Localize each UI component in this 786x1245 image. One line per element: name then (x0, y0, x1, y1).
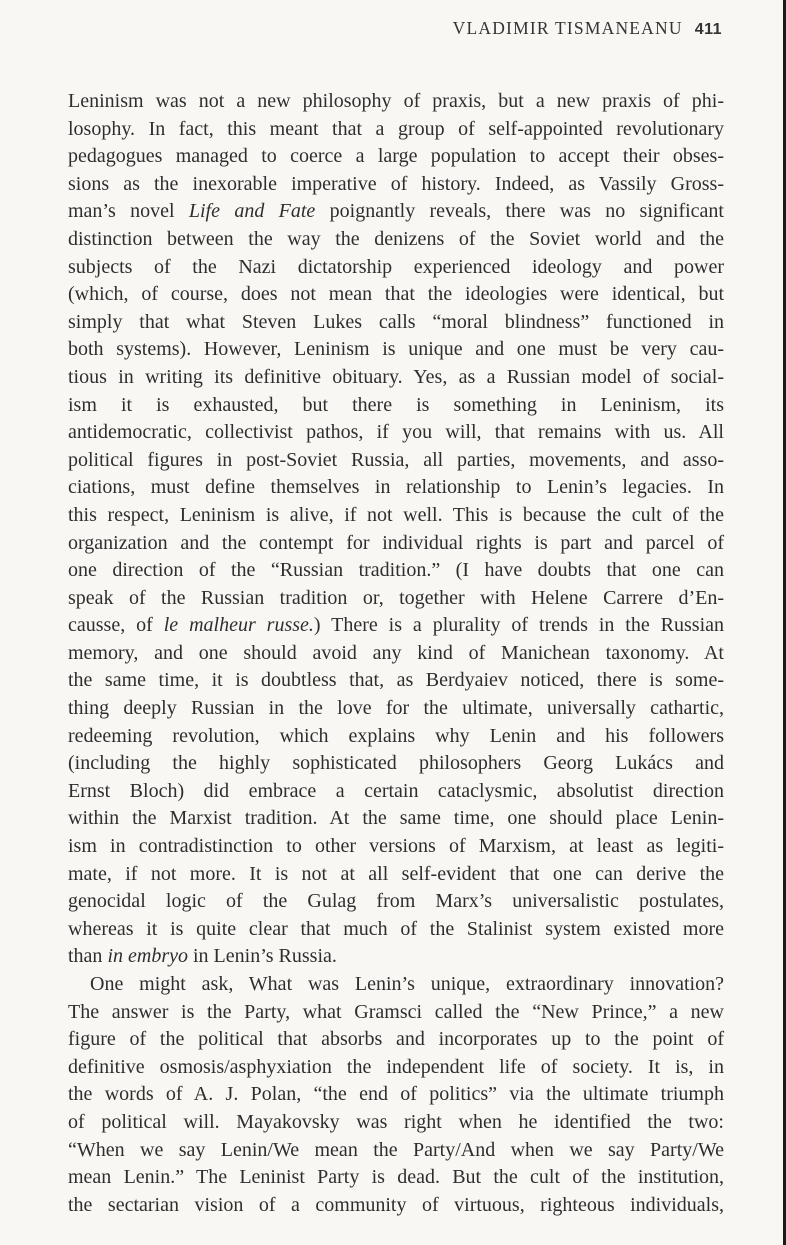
text-segment: ) There is a plurality of trends in the Russian (313, 614, 724, 637)
text-line (68, 254, 724, 282)
text-segment: one direction of the “Russian tradition.” (I have doubts that one can (68, 559, 724, 582)
text-segment: pedagogues managed to coerce a large population to accept their obses- (68, 145, 724, 168)
italic-text: le malheur russe. (163, 614, 314, 637)
text-line (68, 198, 724, 226)
text-line (68, 143, 724, 171)
text-segment: both systems). However, Leninism is unique and one must be very cau- (68, 338, 724, 361)
text-segment: Ernst Bloch) did embrace a certain cataclysmic, absolutist direction (68, 779, 724, 802)
text-segment: the sectarian vision of a community of virtuous, righteous individuals, (68, 1193, 724, 1216)
text-line (68, 447, 724, 475)
text-segment: One might ask, What was Lenin’s unique, extraordinary innovation? (90, 973, 724, 995)
text-line (68, 502, 724, 530)
text-line (68, 1109, 724, 1137)
text-segment: ciations, must define themselves in relationship to Lenin’s legacies. In (68, 476, 724, 499)
text-line (68, 419, 724, 447)
text-segment: ism in contradistinction to other versions of Marxism, at least as legiti- (68, 835, 724, 858)
text-segment: thing deeply Russian in the love for the ultimate, universally cathartic, (68, 697, 724, 720)
text-segment: memory, and one should avoid any kind of Manichean taxonomy. At (68, 641, 724, 664)
text-line (68, 364, 724, 392)
text-line (68, 1164, 724, 1192)
text-segment: tious in writing its definitive obituary. Yes, as a Russian model of social- (68, 365, 724, 388)
text-line (68, 1137, 724, 1165)
text-line (68, 943, 724, 971)
text-line (68, 778, 724, 806)
text-segment: man’s novel (68, 200, 189, 223)
text-segment: this respect, Leninism is alive, if not well. This is because the cult of the (68, 503, 724, 526)
text-segment: genocidal logic of the Gulag from Marx’s universalistic postulates, (68, 890, 724, 913)
text-segment: (including the highly sophisticated philosophers Georg Lukács and (68, 752, 724, 775)
text-segment: speak of the Russian tradition or, together with Helene Carrere d’En- (68, 586, 724, 609)
text-line (68, 640, 724, 668)
text-segment: sions as the inexorable imperative of history. Indeed, as Vassily Gross- (68, 172, 724, 195)
text-segment: losophy. In fact, this meant that a group of self-appointed revolutionary (68, 117, 724, 140)
text-line (68, 392, 724, 420)
text-segment: whereas it is quite clear that much of the Stalinist system existed more (68, 917, 724, 940)
text-line (68, 612, 724, 640)
italic-text: in embryo (107, 945, 188, 968)
text-segment: The answer is the Party, what Gramsci called the “New Prince,” a new (68, 1000, 724, 1023)
text-line (68, 309, 724, 337)
text-line (68, 999, 724, 1027)
text-segment: the same time, it is doubtless that, as Berdyaiev noticed, there is some- (68, 669, 724, 692)
text-segment: “When we say Lenin/We mean the Party/And when we say Party/We (68, 1138, 724, 1161)
text-line (68, 557, 724, 585)
text-line (68, 861, 724, 889)
text-segment: mate, if not more. It is not at all self-evident that one can derive the (68, 862, 724, 885)
text-segment: antidemocratic, collectivist pathos, if you will, that remains with us. All (68, 421, 724, 444)
text-line (68, 888, 724, 916)
text-segment: definitive osmosis/asphyxiation the independent life of society. It is, in (68, 1055, 724, 1078)
text-line (68, 695, 724, 723)
text-line (68, 805, 724, 833)
text-line (68, 667, 724, 695)
text-line (68, 585, 724, 613)
text-line (68, 750, 724, 778)
text-line (68, 1026, 724, 1054)
text-segment: political figures in post-Soviet Russia, all parties, movements, and asso- (68, 448, 724, 471)
text-segment: the words of A. J. Polan, “the end of politics” via the ultimate triumph (68, 1083, 724, 1106)
text-line (68, 226, 724, 254)
text-segment: mean Lenin.” The Leninist Party is dead. But the cult of the institution, (68, 1166, 724, 1189)
text-line (68, 171, 724, 199)
text-line (68, 723, 724, 751)
text-line (68, 88, 724, 116)
text-segment: ism it is exhausted, but there is something in Leninism, its (68, 393, 724, 416)
running-header (453, 18, 722, 39)
text-line (68, 474, 724, 502)
text-segment: subjects of the Nazi dictatorship experienced ideology and power (68, 255, 724, 278)
page-number: 411 (694, 21, 722, 38)
text-line (68, 530, 724, 558)
italic-text: Life and Fate (188, 200, 316, 223)
text-line (68, 916, 724, 944)
text-segment: poignantly reveals, there was no significant (315, 200, 724, 223)
text-segment: (which, of course, does not mean that the ideologies were identical, but (68, 283, 724, 306)
body-text (68, 88, 724, 1219)
text-line (68, 1054, 724, 1082)
text-segment: within the Marxist tradition. At the same time, one should place Lenin- (68, 807, 724, 830)
text-segment: figure of the political that absorbs and incorporates up to the point of (68, 1028, 724, 1051)
text-segment: simply that what Steven Lukes calls “moral blindness” functioned in (68, 310, 724, 333)
text-segment: organization and the contempt for individual rights is part and parcel of (68, 531, 724, 554)
text-segment: redeeming revolution, which explains why Lenin and his followers (68, 724, 724, 747)
text-line (68, 281, 724, 309)
text-segment: than (68, 945, 108, 968)
text-line (68, 971, 724, 999)
text-line (68, 336, 724, 364)
text-segment: of political will. Mayakovsky was right when he identified the two: (68, 1110, 724, 1133)
text-segment: distinction between the way the denizens of the Soviet world and the (68, 227, 724, 250)
text-line (68, 1081, 724, 1109)
text-segment: Leninism was not a new philosophy of praxis, but a new praxis of phi- (68, 90, 724, 112)
text-segment: in Lenin’s Russia. (187, 945, 337, 968)
text-line (68, 833, 724, 861)
running-header-author: VLADIMIR TISMANEANU (452, 18, 683, 38)
text-line (68, 1192, 724, 1220)
text-segment: causse, of (68, 614, 164, 637)
text-line (68, 116, 724, 144)
